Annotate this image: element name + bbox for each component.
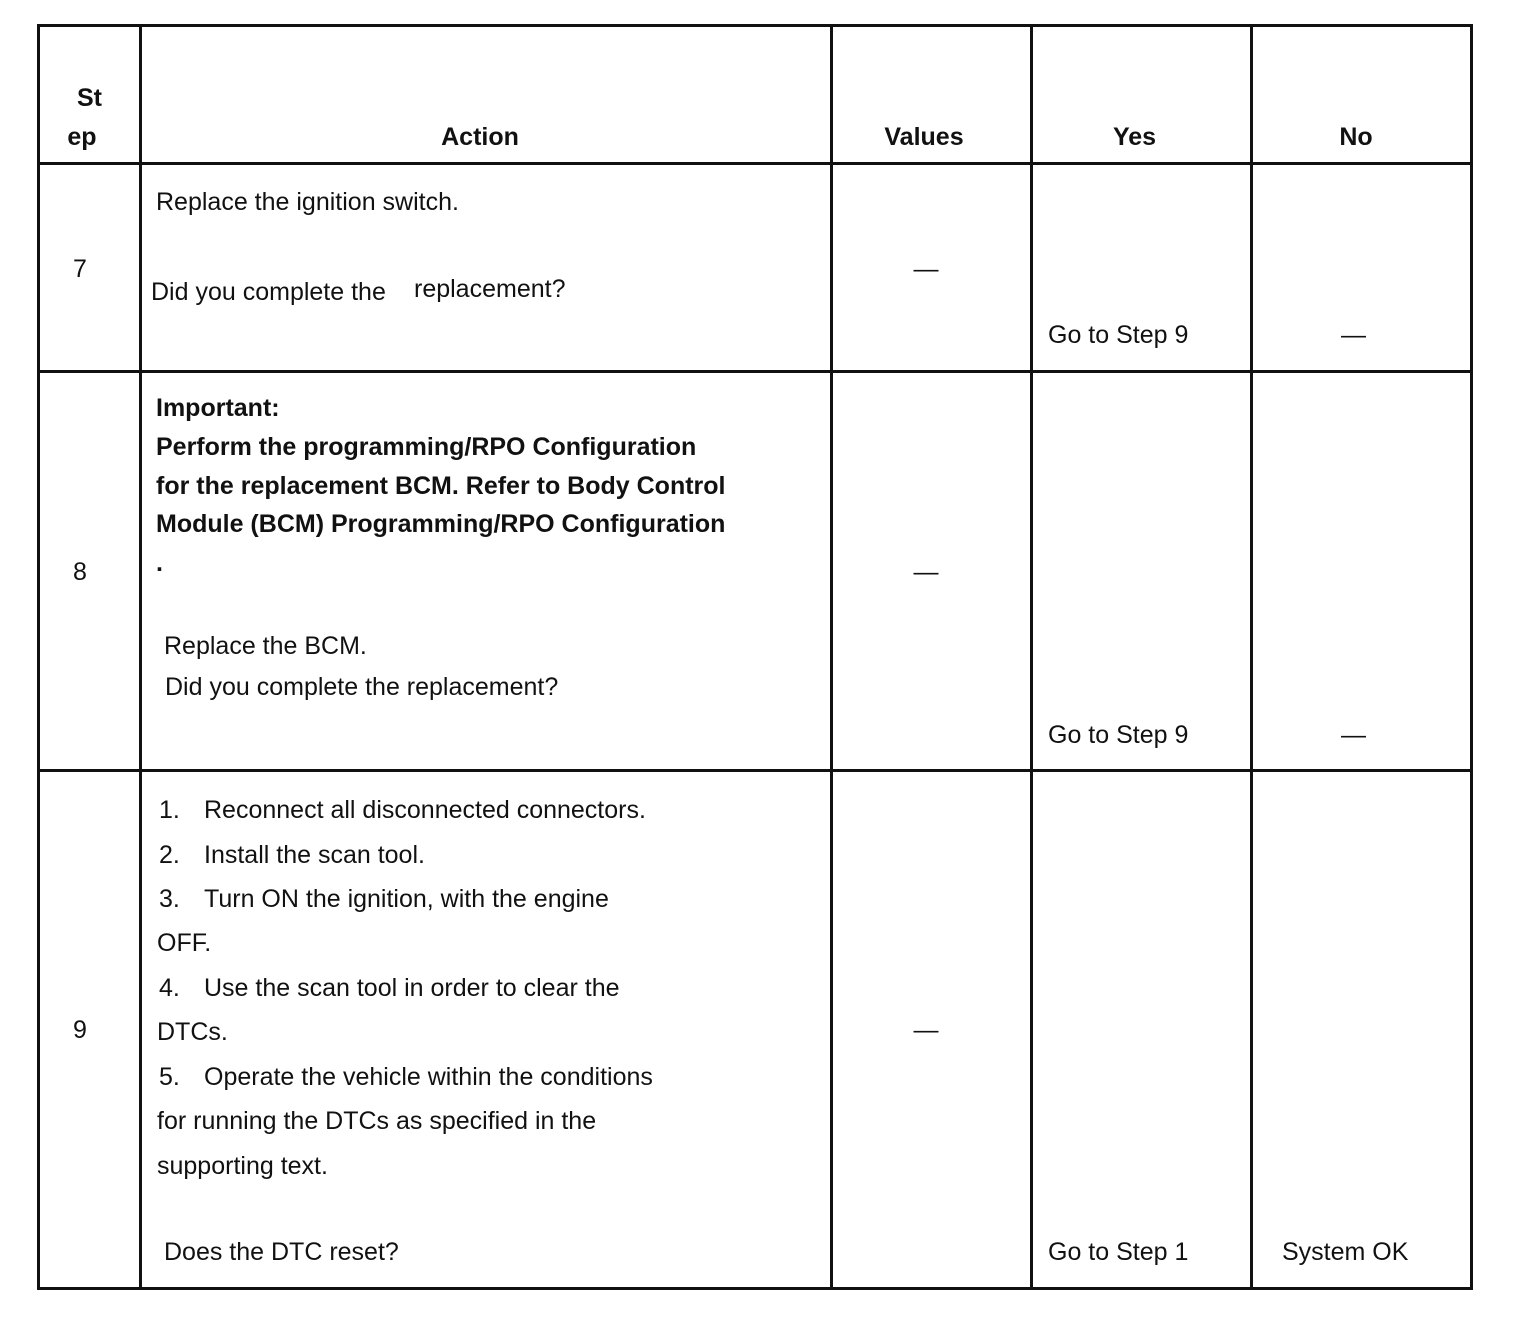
values-cell: —: [913, 255, 939, 283]
list-item-continued: DTCs.: [157, 1018, 228, 1046]
important-text: Perform the programming/RPO Configuration: [156, 433, 697, 461]
yes-cell: Go to Step 1: [1048, 1238, 1189, 1266]
list-number: 2.: [159, 841, 180, 869]
list-item: Install the scan tool.: [204, 841, 425, 869]
list-number: 4.: [159, 974, 180, 1002]
table-border-top: [37, 24, 1473, 27]
action-question: Does the DTC reset?: [164, 1238, 399, 1266]
values-cell: —: [913, 558, 939, 586]
header-no: No: [1339, 123, 1373, 151]
no-cell: —: [1341, 721, 1366, 749]
important-text: for the replacement BCM. Refer to Body Control: [156, 472, 726, 500]
header-yes: Yes: [1112, 123, 1157, 151]
row-divider: [37, 769, 1473, 772]
important-text: .: [156, 549, 163, 577]
list-item-continued: supporting text.: [157, 1152, 328, 1180]
table-border-left: [37, 24, 40, 1290]
no-cell: —: [1341, 321, 1366, 349]
table-border-bottom: [37, 1287, 1473, 1290]
list-item: Use the scan tool in order to clear the: [204, 974, 620, 1002]
list-item: Reconnect all disconnected connectors.: [204, 796, 646, 824]
action-question: replacement?: [414, 275, 566, 303]
table-border-right: [1470, 24, 1473, 1290]
header-step-line2: ep: [67, 123, 97, 151]
list-number: 3.: [159, 885, 180, 913]
yes-cell: Go to Step 9: [1048, 721, 1189, 749]
list-item-continued: OFF.: [157, 929, 212, 957]
important-label: Important:: [156, 394, 280, 422]
list-item: Turn ON the ignition, with the engine: [204, 885, 609, 913]
no-cell: System OK: [1282, 1238, 1409, 1266]
row-divider: [37, 370, 1473, 373]
values-cell: —: [913, 1016, 939, 1044]
column-divider: [1250, 24, 1253, 1290]
step-number: 7: [73, 255, 87, 283]
column-divider: [139, 24, 142, 1290]
list-number: 5.: [159, 1063, 180, 1091]
header-step-line1: St: [77, 84, 102, 112]
action-text: Replace the ignition switch.: [156, 188, 459, 216]
step-number: 8: [73, 558, 87, 586]
step-number: 9: [73, 1016, 87, 1044]
list-item: Operate the vehicle within the conditions: [204, 1063, 653, 1091]
header-action: Action: [441, 123, 519, 151]
header-divider: [37, 162, 1473, 165]
action-question: Did you complete the: [151, 278, 386, 306]
important-text: Module (BCM) Programming/RPO Configuration: [156, 510, 726, 538]
list-number: 1.: [159, 796, 180, 824]
action-question: Did you complete the replacement?: [165, 673, 559, 701]
action-text: Replace the BCM.: [164, 632, 367, 660]
column-divider: [1030, 24, 1033, 1290]
column-divider: [830, 24, 833, 1290]
yes-cell: Go to Step 9: [1048, 321, 1189, 349]
list-item-continued: for running the DTCs as specified in the: [157, 1107, 597, 1135]
header-values: Values: [884, 123, 964, 151]
